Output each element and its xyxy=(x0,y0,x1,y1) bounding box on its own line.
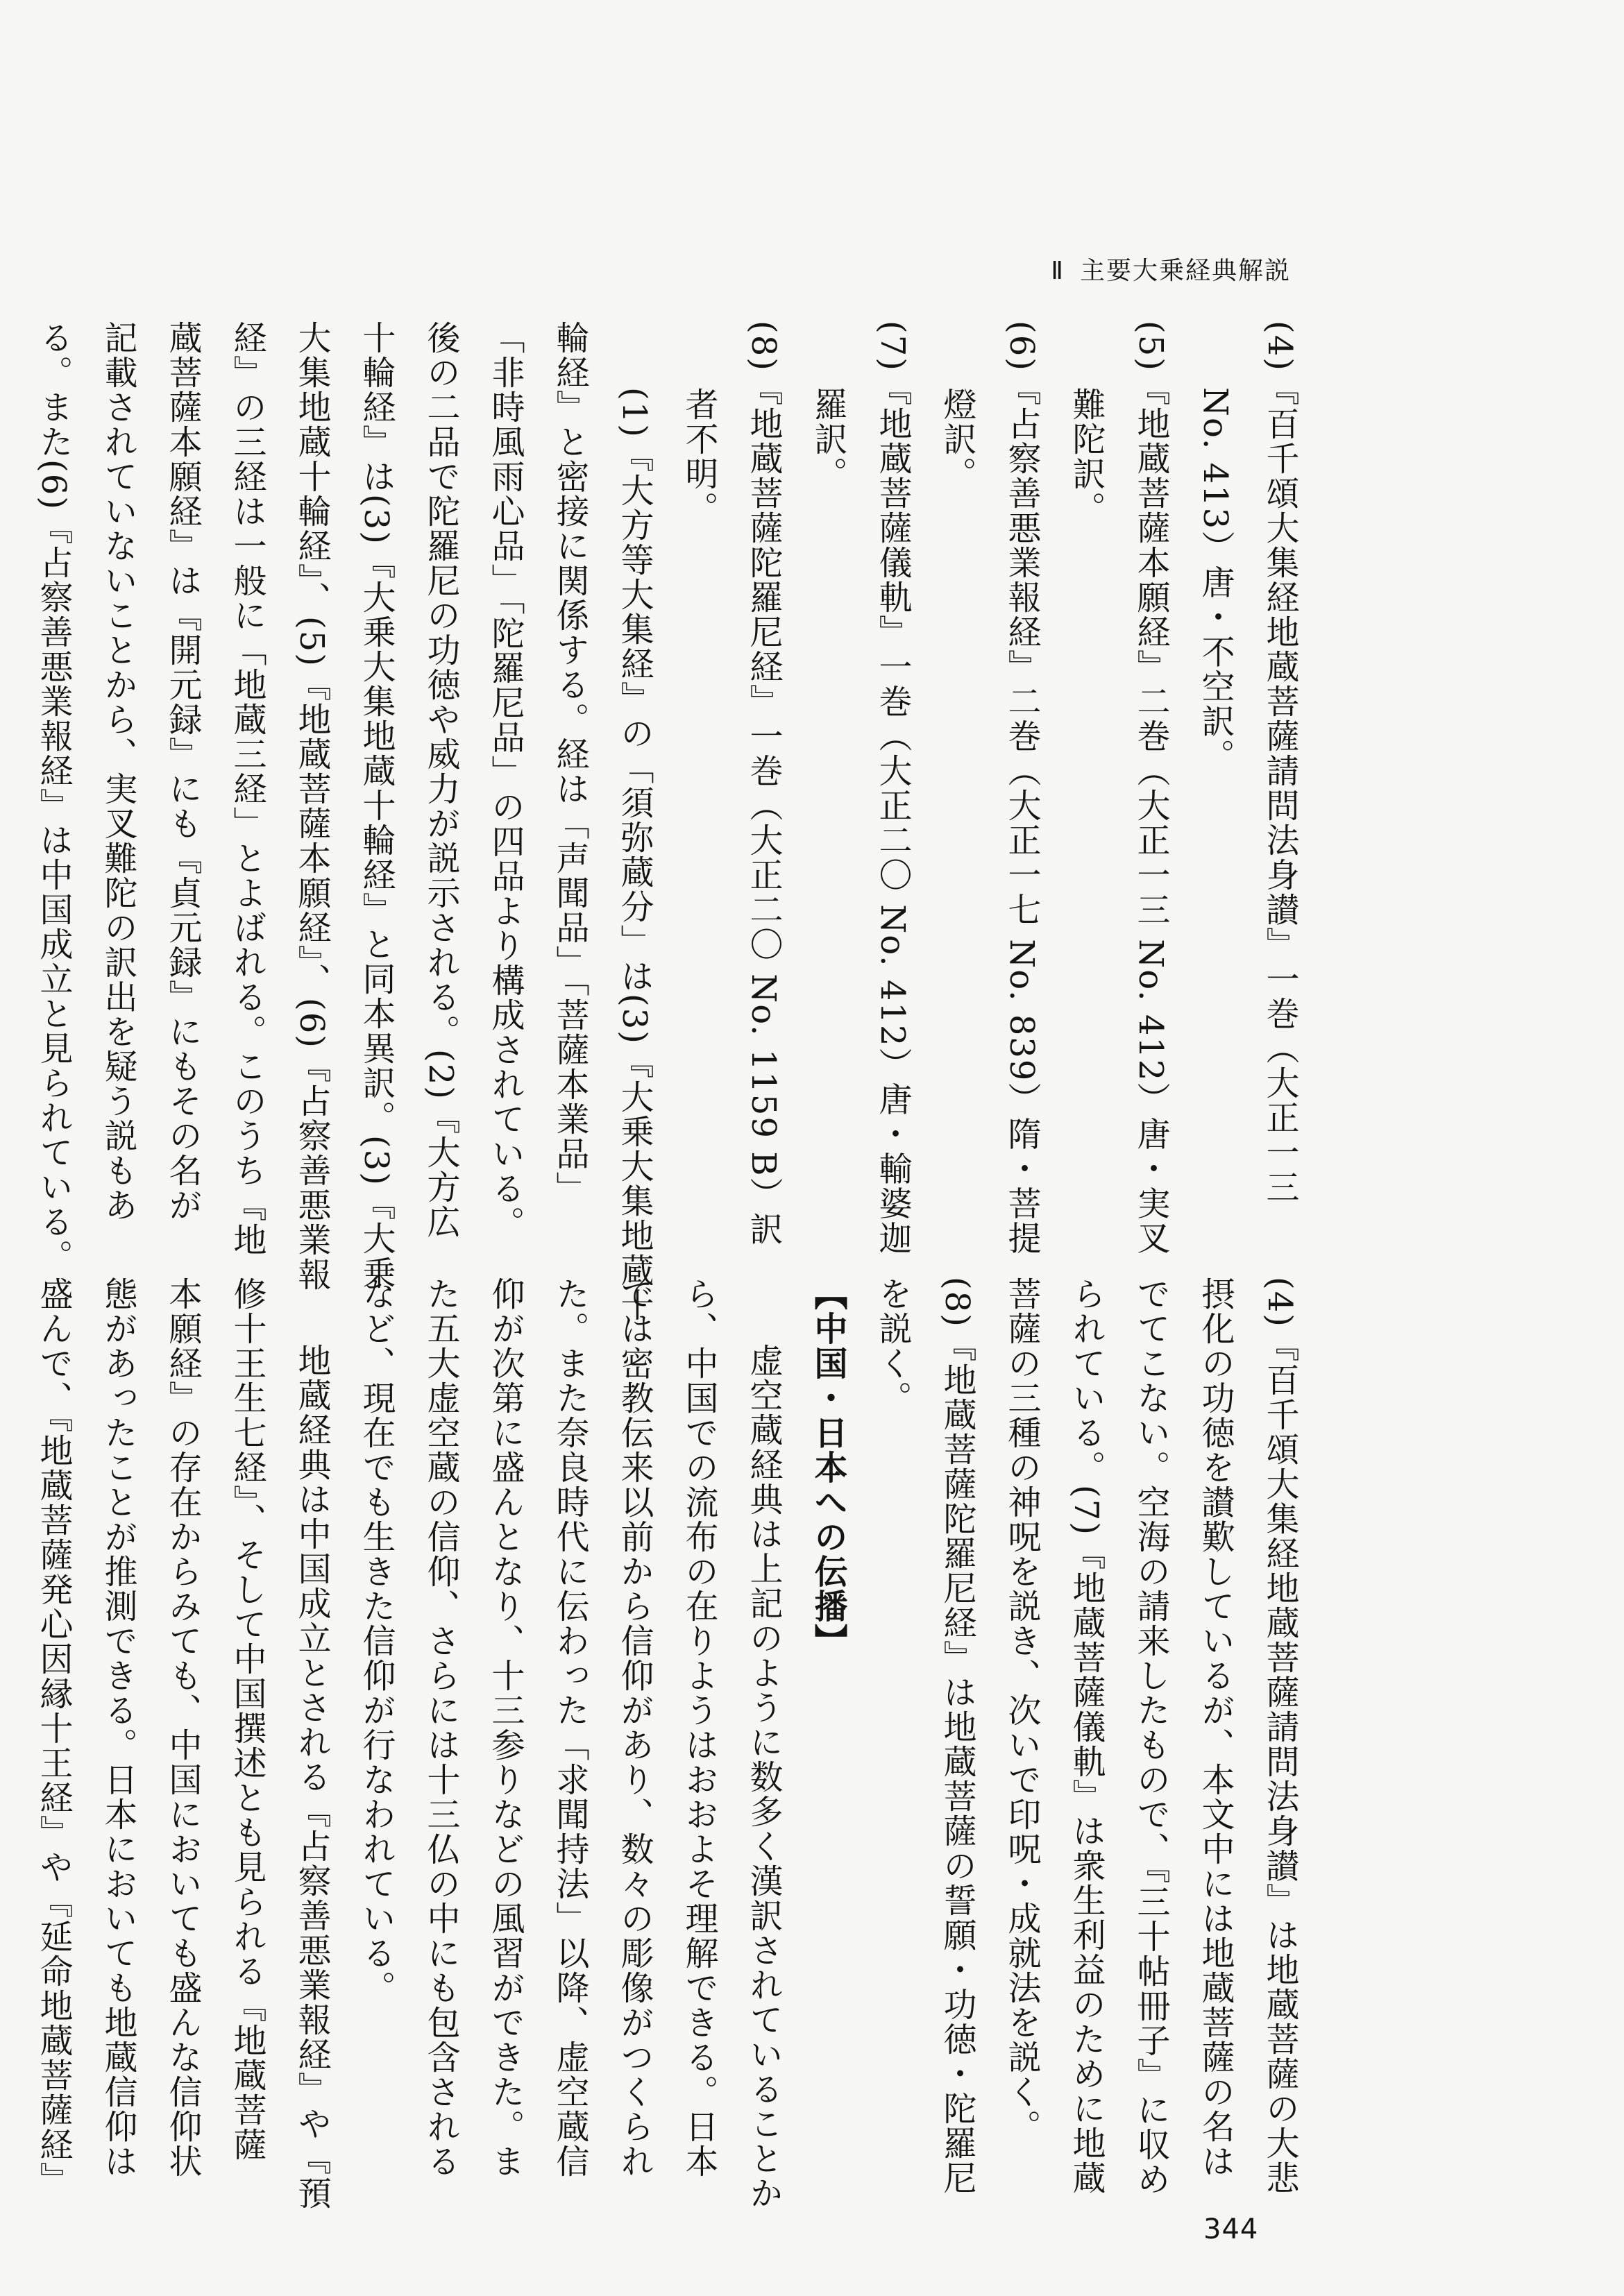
text-line: られている。(7)『地蔵菩薩儀軌』は衆生利益のために地蔵 xyxy=(1067,1277,1106,2195)
text-line: 経』の三経は一般に「地蔵三経」とよばれる。このうち『地 xyxy=(228,321,267,1257)
running-header xyxy=(1051,251,1291,287)
text-line: た。また奈良時代に伝わった「求聞持法」以降、虚空蔵信 xyxy=(550,1277,589,2179)
text-line: 仰が次第に盛んとなり、十三参りなどの風習ができた。ま xyxy=(486,1277,525,2179)
upper-text-block xyxy=(34,321,1312,1323)
text-line: 十輪経』は(3)『大乗大集地蔵十輪経』と同本異訳。(3)『大乗 xyxy=(357,321,396,1291)
text-line: など、現在でも生きた信仰が行なわれている。 xyxy=(357,1277,396,2005)
text-line: 記載されていないことから、実叉難陀の訳出を疑う説もあ xyxy=(99,321,137,1223)
section-number: Ⅱ xyxy=(1051,257,1065,285)
text-line: 難陀訳。 xyxy=(1067,387,1106,526)
text-line: でてこない。空海の請来したもので、『三十帖冊子』に収め xyxy=(1131,1277,1170,2197)
section-heading: 【中国・日本への伝播】 xyxy=(809,1277,847,1658)
text-line: 燈訳。 xyxy=(938,387,976,491)
text-line: (8)『地蔵菩薩陀羅尼経』一巻（大正二〇 No. 1159 B）訳 xyxy=(744,321,783,1247)
text-line: 盛んで、『地蔵菩薩発心因縁十王経』や『延命地蔵菩薩経』 xyxy=(34,1277,73,2197)
text-line: 菩薩の三種の神呪を説き、次いで印呪・成就法を説く。 xyxy=(1002,1277,1041,2144)
text-line: 地蔵経典は中国成立とされる『占察善悪業報経』や『預 xyxy=(292,1343,331,2211)
text-line: (4)『百千頌大集経地蔵菩薩請問法身讃』は地蔵菩薩の大悲 xyxy=(1260,1277,1299,2195)
text-line: 蔵菩薩本願経』は『開元録』にも『貞元録』にもその名が xyxy=(163,321,202,1223)
text-line: 摂化の功徳を讃歎しているが、本文中には地蔵菩薩の名は xyxy=(1196,1277,1235,2179)
text-line: (1)『大方等大集経』の「須弥蔵分」は(3)『大乗大集地蔵十 xyxy=(615,387,654,1323)
text-line: 態があったことが推測できる。日本においても地蔵信仰は xyxy=(99,1277,137,2179)
text-line: (5)『地蔵菩薩本願経』二巻（大正一三 No. 412）唐・実叉 xyxy=(1131,321,1170,1256)
text-line: 虚空蔵経典は上記のように数多く漢訳されていることか xyxy=(744,1343,783,2211)
text-line: (6)『占察善悪業報経』二巻（大正一七 No. 839）隋・菩提 xyxy=(1002,321,1041,1256)
lower-text-block xyxy=(34,1277,1312,2211)
text-line: (4)『百千頌大集経地蔵菩薩請問法身讃』一巻（大正一三 xyxy=(1260,321,1299,1205)
text-line: を説く。 xyxy=(873,1277,912,1415)
text-line: No. 413）唐・不空訳。 xyxy=(1196,387,1235,774)
text-line: (7)『地蔵菩薩儀軌』一巻（大正二〇 No. 412）唐・輸婆迦 xyxy=(873,321,912,1256)
text-line: た五大虚空蔵の信仰、さらには十三仏の中にも包含される xyxy=(421,1277,460,2179)
text-line: 輪経』と密接に関係する。経は「声聞品」「菩薩本業品」 xyxy=(550,321,589,1206)
text-line: 大集地蔵十輪経』、(5)『地蔵菩薩本願経』、(6)『占察善悪業報 xyxy=(292,321,331,1292)
text-line: (8)『地蔵菩薩陀羅尼経』は地蔵菩薩の誓願・功徳・陀羅尼 xyxy=(938,1277,976,2195)
text-line: 修十王生七経』、そして中国撰述とも見られる『地蔵菩薩 xyxy=(228,1277,267,2162)
page-number: 344 xyxy=(1203,2213,1259,2245)
section-title: 主要大乗経典解説 xyxy=(1079,257,1291,285)
text-line: 「非時風雨心品」「陀羅尼品」の四品より構成されている。 xyxy=(486,321,525,1241)
text-line: 羅訳。 xyxy=(809,387,847,491)
text-line: では密教伝来以前から信仰があり、数々の彫像がつくられ xyxy=(615,1277,654,2179)
text-line: 者不明。 xyxy=(679,387,718,526)
text-line: 後の二品で陀羅尼の功徳や威力が説示される。(2)『大方広 xyxy=(421,321,460,1239)
text-line: ら、中国での流布の在りようはおおよそ理解できる。日本 xyxy=(679,1277,718,2179)
text-line: 本願経』の存在からみても、中国においても盛んな信仰状 xyxy=(163,1277,202,2179)
text-line: る。また(6)『占察善悪業報経』は中国成立と見られている。 xyxy=(34,321,73,1274)
